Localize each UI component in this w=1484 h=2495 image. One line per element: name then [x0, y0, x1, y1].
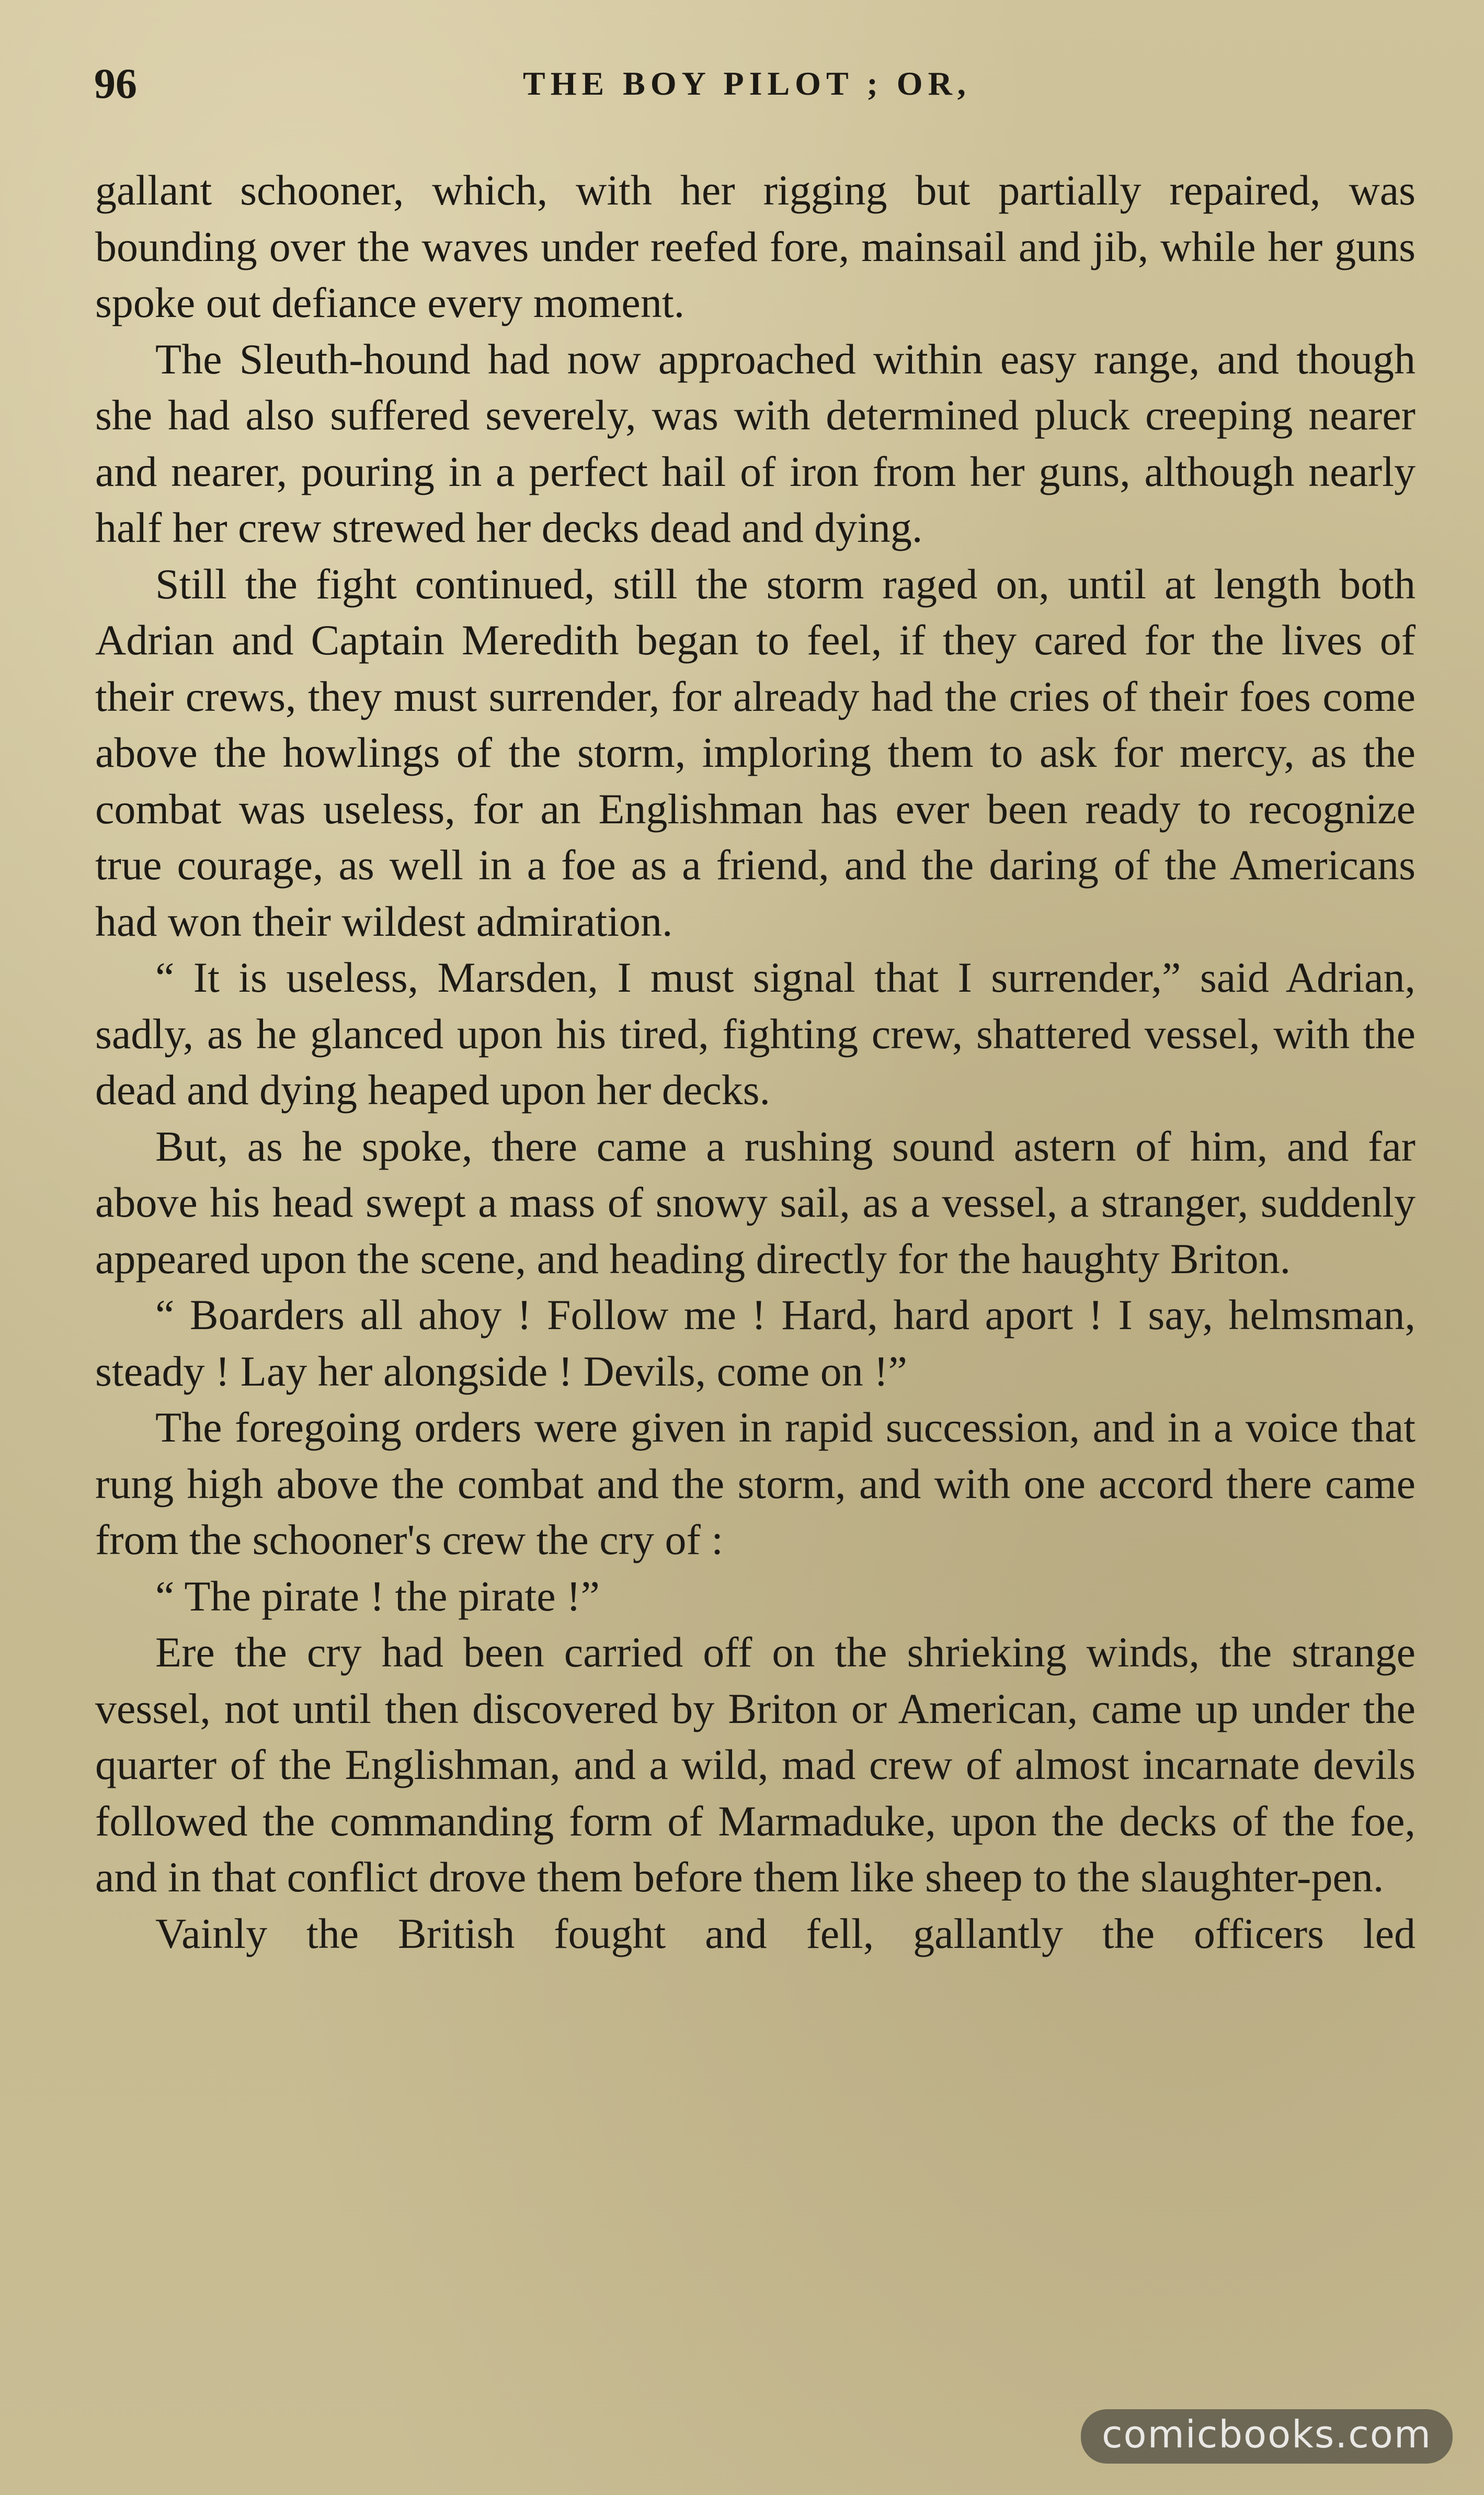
paragraph-3: Still the fight continued, still the storm raged on, until at length both Adrian and Captain Meredith began to feel, if they cared for the lives of their crews, they must surrender, for already had the cries of their foes come above the howlings of the storm, imploring them to ask for mercy, as the combat was useless, for an Englishman has ever been ready to recognize true courage, as well in a foe as a friend, and the daring of the Americans had won their wildest admiration.	[95, 560, 1415, 945]
paragraph-8: “ The pirate ! the pirate !”	[155, 1572, 600, 1620]
paragraph-9: Ere the cry had been carried off on the shrieking winds, the strange vessel, not until then discovered by Briton or American, came up under the quarter of the Englishman, and a wild, mad crew of almost incarnate devils followed the commanding form of Marmaduke, upon the decks of the foe, and in that conflict drove them before them like sheep to the slaughter-pen.	[95, 1628, 1415, 1901]
paragraph-1: gallant schooner, which, with her rigging but partially repaired, was bounding over the waves under reefed fore, mainsail and jib, while her guns spoke out defiance every moment.	[95, 166, 1415, 326]
paragraph-4: “ It is useless, Marsden, I must signal that I surrender,” said Adrian, sadly, as he glanced upon his tired, fighting crew, shattered vessel, with the dead and dying heaped upon her decks.	[95, 954, 1415, 1114]
paragraph-7: The foregoing orders were given in rapid succession, and in a voice that rung high above the combat and the storm, and with one accord there came from the schooner's crew the cry of :	[95, 1403, 1415, 1563]
paragraph-5: But, as he spoke, there came a rushing sound astern of him, and far above his head swept a mass of snowy sail, as a vessel, a stranger, suddenly appeared upon the scene, and heading directly for the haughty Briton.	[95, 1122, 1415, 1283]
running-head: THE BOY PILOT ; OR,	[523, 65, 971, 102]
body-text	[95, 162, 1415, 1961]
paragraph-2: The Sleuth-hound had now approached within easy range, and though she had also suffered severely, was with determined pluck creeping nearer and nearer, pouring in a perfect hail of iron from her guns, although nearly half her crew strewed her decks dead and dying.	[95, 335, 1415, 551]
watermark: comicbooks.com	[1081, 2409, 1453, 2464]
paragraph-10: Vainly the British fought and fell, gallantly the officers led	[155, 1909, 1415, 1957]
page-number: 96	[94, 60, 137, 107]
page-header	[0, 52, 1484, 115]
paragraph-6: “ Boarders all ahoy ! Follow me ! Hard, hard aport ! I say, helmsman, steady ! Lay her alongside ! Devils, come on !”	[95, 1291, 1415, 1395]
